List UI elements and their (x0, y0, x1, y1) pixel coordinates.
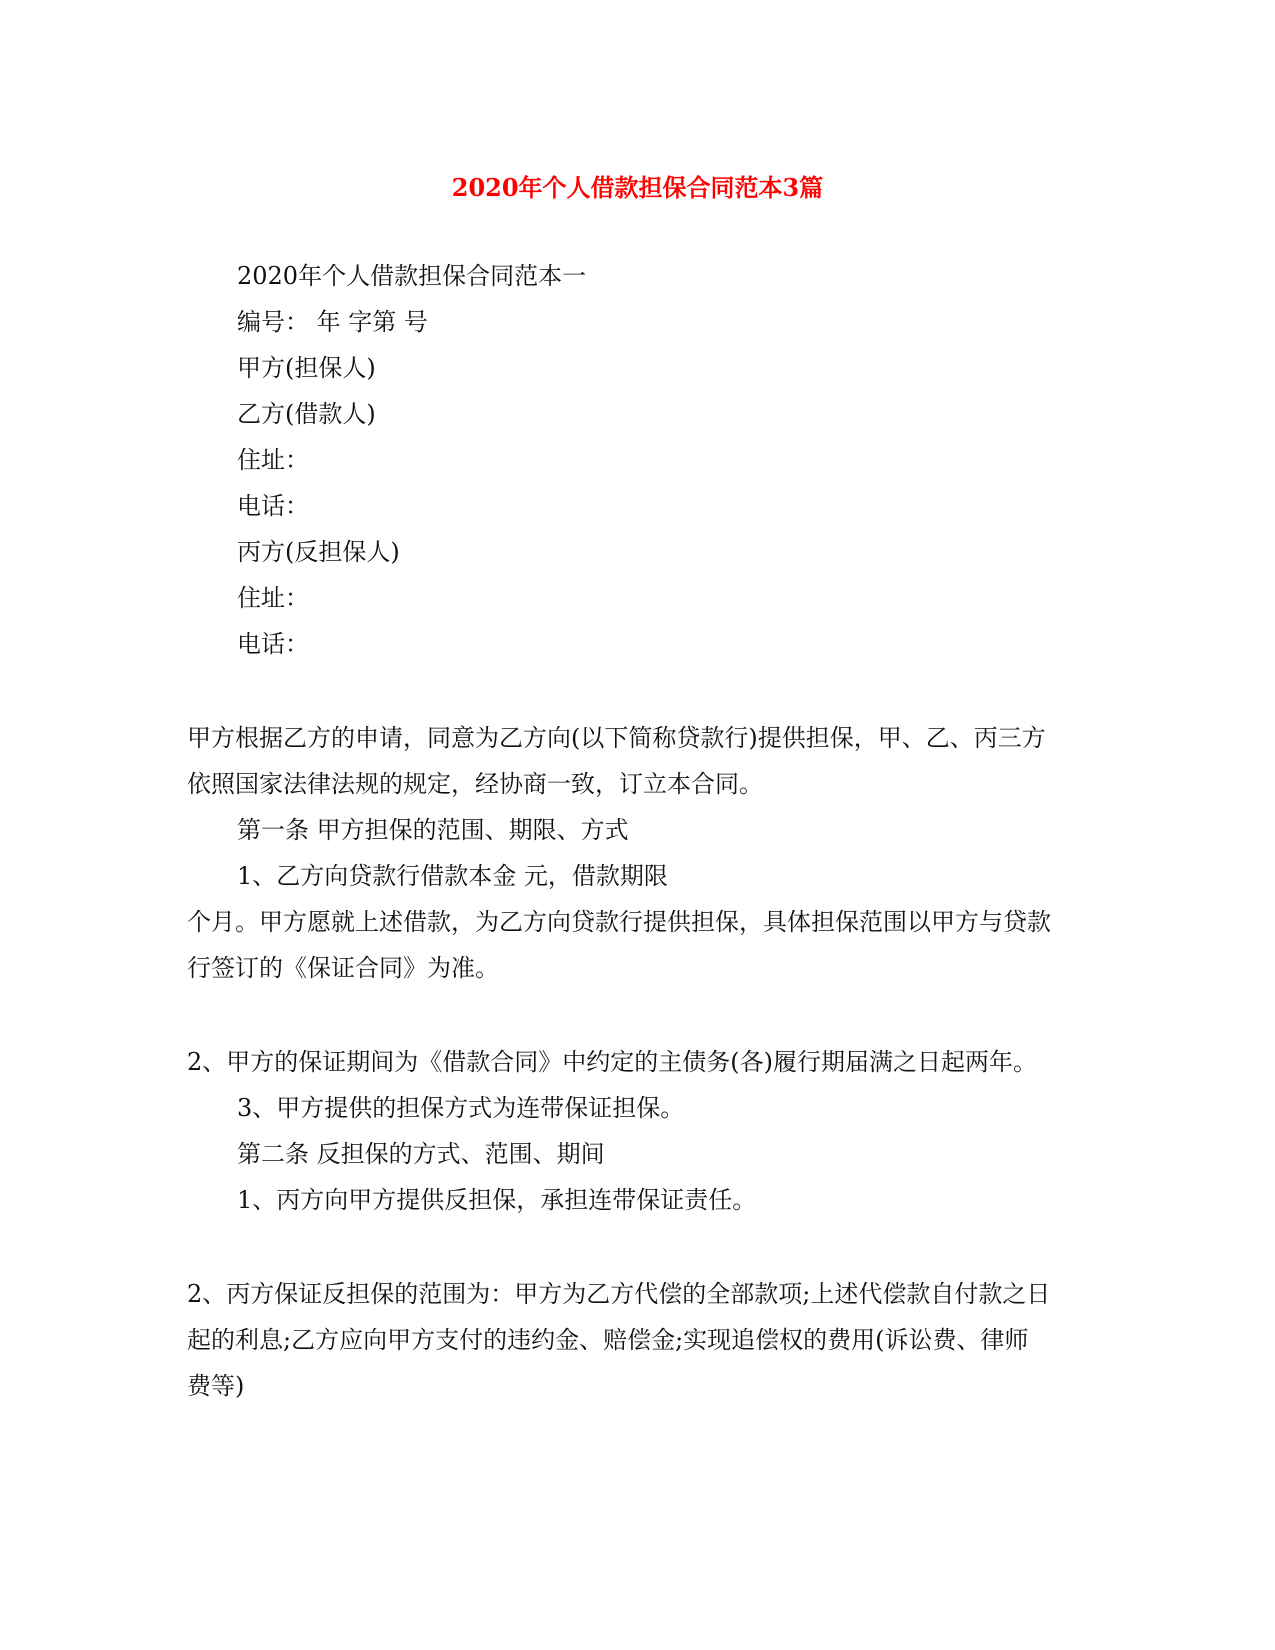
preamble-line-1: 甲方根据乙方的申请，同意为乙方向(以下简称贷款行)提供担保，甲、乙、丙三方 (187, 724, 1046, 752)
document-title: 2020年个人借款担保合同范本3篇 (451, 173, 824, 202)
contract-number: 编号： 年 字第 号 (237, 308, 428, 336)
preamble-line-2: 依照国家法律法规的规定，经协商一致，订立本合同。 (187, 770, 763, 798)
party-c-phone: 电话： (237, 630, 309, 658)
article-2-item-2-line-3: 费等) (187, 1372, 245, 1400)
party-c-address: 住址： (237, 584, 309, 612)
party-c-label: 丙方(反担保人) (237, 538, 400, 566)
article-1-item-2: 2、甲方的保证期间为《借款合同》中约定的主债务(各)履行期届满之日起两年。 (187, 1048, 1037, 1076)
article-2-item-2-line-1: 2、丙方保证反担保的范围为：甲方为乙方代偿的全部款项;上述代偿款自付款之日 (187, 1280, 1051, 1308)
article-1-heading: 第一条 甲方担保的范围、期限、方式 (237, 816, 629, 844)
article-1-item-1-line-1: 1、乙方向贷款行借款本金 元，借款期限 (237, 862, 668, 890)
party-b-address: 住址： (237, 446, 309, 474)
party-b-label: 乙方(借款人) (237, 400, 376, 428)
party-a-label: 甲方(担保人) (237, 354, 376, 382)
party-b-phone: 电话： (237, 492, 309, 520)
article-2-item-1: 1、丙方向甲方提供反担保，承担连带保证责任。 (237, 1186, 757, 1214)
article-1-item-3: 3、甲方提供的担保方式为连带保证担保。 (237, 1094, 685, 1122)
article-2-item-2-line-2: 起的利息;乙方应向甲方支付的违约金、赔偿金;实现追偿权的费用(诉讼费、律师 (187, 1326, 1029, 1354)
article-1-item-1-line-3: 行签订的《保证合同》为准。 (187, 954, 499, 982)
article-2-heading: 第二条 反担保的方式、范围、期间 (237, 1140, 605, 1168)
article-1-item-1-line-2: 个月。甲方愿就上述借款，为乙方向贷款行提供担保，具体担保范围以甲方与贷款 (187, 908, 1051, 936)
contract-subtitle: 2020年个人借款担保合同范本一 (237, 262, 587, 290)
